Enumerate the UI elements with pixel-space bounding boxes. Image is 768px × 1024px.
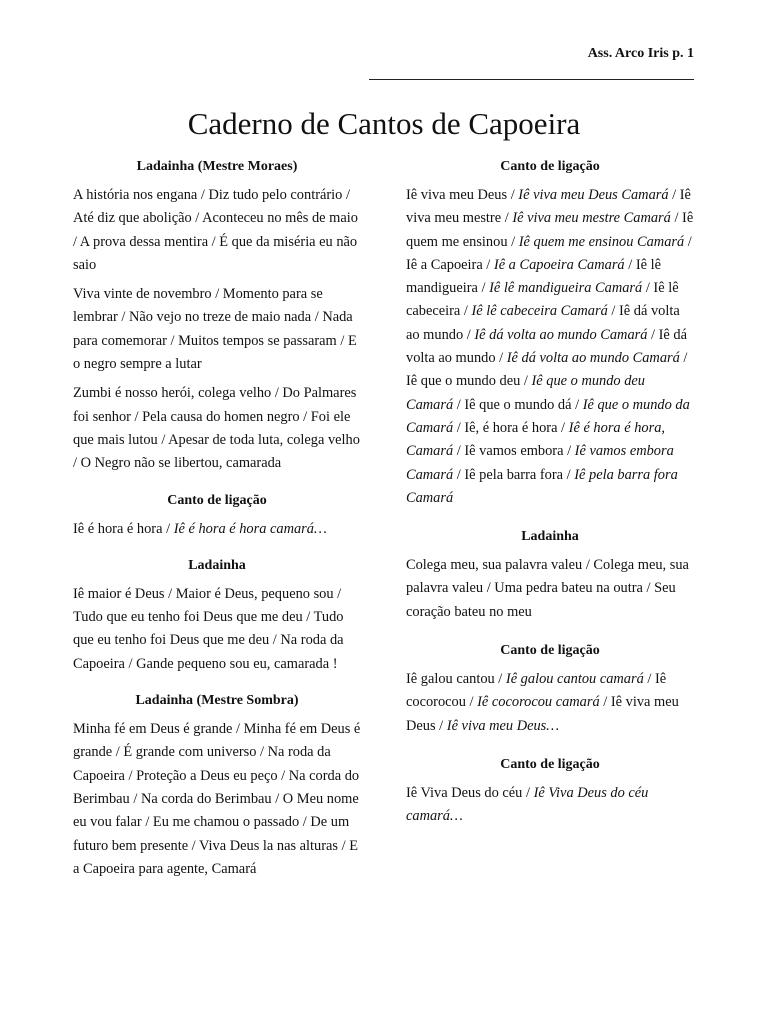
- verse-call: / Iê vamos embora /: [453, 443, 575, 460]
- verse-response: Iê é hora é hora camará…: [173, 520, 327, 537]
- verse: Iê maior é Deus / Maior é Deus, pequeno sou / Tudo que eu tenho foi Deus que me deu / Tudo que eu tenho foi Deus que me deu / Na roda da Capoeira / Gande pequeno sou eu, camarada !: [73, 585, 344, 672]
- verse-call: / Iê pela barra fora /: [453, 466, 575, 483]
- verse-call: / Iê lê mandigueira /: [406, 256, 661, 297]
- verse-response: Iê quem me ensinou Camará: [518, 233, 685, 250]
- section-title: Canto de ligação: [500, 756, 600, 772]
- verse-call: / Iê a Capoeira /: [406, 233, 692, 273]
- section-title: Canto de ligação: [500, 643, 600, 659]
- verse: Zumbi é nosso herói, colega velho / Do Palmares foi senhor / Pela causa do homen negro / Foi ele que mais lutou / Apesar de toda luta, colega velho / O Negro não se libertou, camarada: [73, 385, 360, 472]
- verse: Minha fé em Deus é grande / Minha fé em Deus é grande / É grande com universo / Na roda da Capoeira / Proteção a Deus eu peço / Na corda do Berimbau / Na corda do Berimbau / O Meu nome eu vou falar / Eu me chamou o passado / De um futuro bem presente / Viva Deus la nas alturas / E a Capoeira para agente, Camará: [73, 721, 361, 877]
- verse: [406, 782, 694, 829]
- verse-response: Iê que o mundo da Camará: [406, 396, 690, 436]
- verse-call: / Iê dá volta ao mundo /: [406, 303, 680, 343]
- page-header: Ass. Arco Iris p. 1: [587, 46, 694, 61]
- verse-response: Iê dá volta ao mundo Camará: [506, 350, 680, 367]
- verse-response: Iê Viva Deus do céu camará…: [406, 784, 649, 825]
- verse-response: Iê viva meu mestre Camará: [512, 210, 671, 227]
- verse-call: / Iê dá volta ao mundo /: [406, 326, 687, 367]
- verse: [406, 668, 694, 738]
- left-column: [73, 156, 361, 887]
- verse-call: Iê galou cantou /: [406, 671, 506, 688]
- verse-response: Iê viva meu Deus Camará: [518, 187, 669, 203]
- verse-call: / Iê, é hora é hora /: [453, 419, 569, 436]
- verse-call: / Iê viva meu mestre /: [406, 187, 691, 227]
- verse-call: Iê Viva Deus do céu /: [406, 784, 534, 801]
- page-title: Caderno de Cantos de Capoeira: [187, 106, 581, 141]
- verse-call: / Iê viva meu Deus /: [406, 694, 679, 734]
- verse-call: / Iê quem me ensinou /: [406, 210, 694, 250]
- verse-response: Iê galou cantou camará: [505, 671, 644, 688]
- verse-response: Iê dá volta ao mundo Camará: [474, 326, 648, 343]
- verse-call: Iê viva meu Deus /: [406, 187, 519, 203]
- verse-response: Iê a Capoeira Camará: [493, 256, 625, 273]
- verse-response: Iê pela barra fora Camará: [406, 466, 678, 506]
- verse: Viva vinte de novembro / Momento para se lembrar / Não vejo no treze de maio nada / Nada para comemorar / Muitos tempos se passaram / E o negro sempre a lutar: [73, 286, 357, 373]
- verse-response: Iê vamos embora Camará: [406, 443, 674, 483]
- section-title: Ladainha (Mestre Moraes): [136, 159, 298, 174]
- verse-response: Iê lê cabeceira Camará: [471, 303, 608, 320]
- header-divider: [369, 79, 694, 80]
- section-title: Ladainha (Mestre Sombra): [135, 693, 299, 709]
- verse: A história nos engana / Diz tudo pelo contrário / Até diz que abolição / Aconteceu no mês de maio / A prova dessa mentira / É que da miséria eu não saio: [73, 187, 358, 273]
- verse-call: / Iê que o mundo deu /: [406, 350, 688, 390]
- verse: Colega meu, sua palavra valeu / Colega meu, sua palavra valeu / Uma pedra bateu na outra / Seu coração bateu no meu: [406, 557, 689, 620]
- verse-call: / Iê que o mundo dá /: [453, 396, 583, 413]
- verse-call: / Iê cocorocou /: [406, 671, 667, 711]
- verse-response: Iê é hora é hora, Camará: [406, 419, 665, 460]
- verse-response: Iê lê mandigueira Camará: [489, 280, 643, 297]
- verse: [73, 518, 361, 541]
- verse-response: Iê que o mundo deu Camará: [406, 373, 645, 413]
- section-title: Canto de ligação: [167, 492, 267, 508]
- section-title: Ladainha: [188, 557, 246, 573]
- section-title: Canto de ligação: [500, 159, 600, 174]
- verse-response: Iê cocorocou camará: [477, 694, 600, 711]
- right-column: [406, 156, 694, 835]
- section-title: Ladainha: [521, 529, 579, 545]
- verse-call: / Iê lê cabeceira /: [406, 280, 679, 320]
- verse-response: Iê viva meu Deus…: [446, 717, 560, 734]
- verse-call: Iê é hora é hora /: [73, 520, 174, 537]
- verse: [406, 184, 694, 510]
